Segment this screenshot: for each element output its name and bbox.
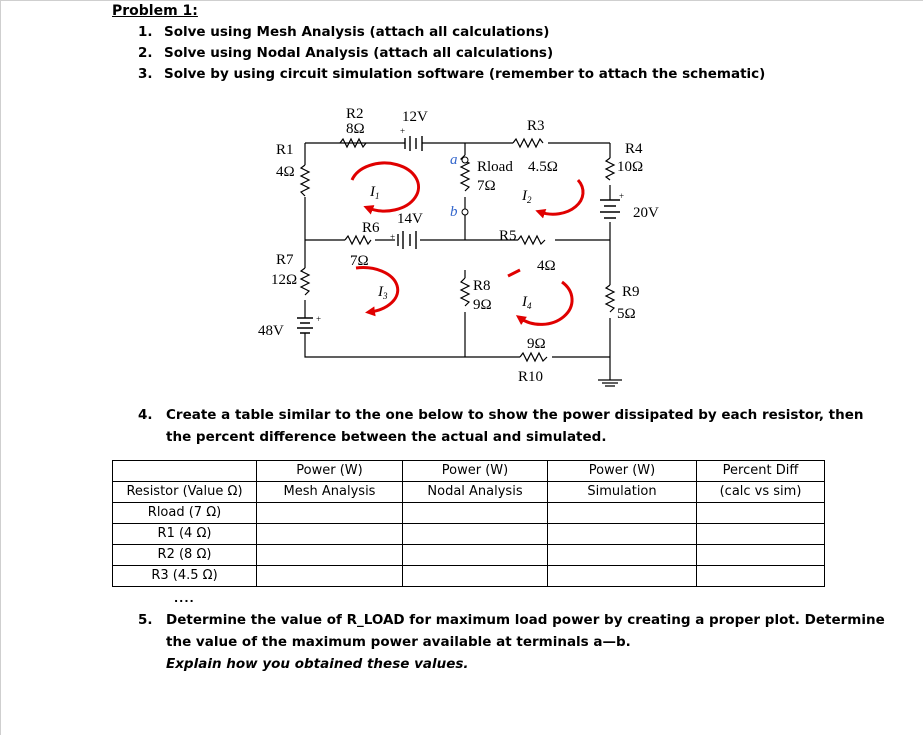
label-i3: $I_3$ xyxy=(378,284,388,301)
label-r8: R8 xyxy=(473,278,491,294)
label-r6-value: 7Ω xyxy=(350,253,369,269)
table-cell: Power (W) xyxy=(548,461,697,482)
label-r1: R1 xyxy=(276,142,294,158)
label-rload: Rload xyxy=(477,159,513,175)
resistor-r5 xyxy=(518,236,545,244)
label-r7: R7 xyxy=(276,252,294,268)
label-r6: R6 xyxy=(362,220,380,236)
resistor-r10 xyxy=(520,353,547,361)
table-row xyxy=(113,545,825,566)
label-r2-value: 8Ω xyxy=(346,121,365,137)
table-header-row xyxy=(113,461,825,482)
label-node-b: b xyxy=(450,204,458,220)
resistor-r8 xyxy=(461,278,469,306)
label-i4: $I_4$ xyxy=(522,294,532,311)
step-number: 4. xyxy=(138,407,153,423)
label-r2: R2 xyxy=(346,106,364,122)
step-number: 3. xyxy=(138,66,153,82)
label-48v: 48V xyxy=(258,323,284,339)
label-r5-value: 4Ω xyxy=(537,258,556,274)
table-row xyxy=(113,503,825,524)
table-row xyxy=(113,524,825,545)
plus-48v: + xyxy=(316,314,322,324)
table-cell: (calc vs sim) xyxy=(697,482,825,503)
step-text: Solve by using circuit simulation software (remember to attach the schematic) xyxy=(164,66,766,82)
problem-title: Problem 1: xyxy=(112,3,198,19)
step-text: Solve using Nodal Analysis (attach all calculations) xyxy=(164,45,554,61)
resistor-r9 xyxy=(606,285,614,312)
table-cell: Power (W) xyxy=(257,461,403,482)
step-number: 1. xyxy=(138,24,153,40)
label-i2: $I_2$ xyxy=(522,188,532,205)
step-5 xyxy=(138,609,885,675)
resistors xyxy=(301,139,614,361)
mesh-arrow-i1 xyxy=(352,163,419,211)
step-number: 5. xyxy=(138,612,153,628)
resistor-r6 xyxy=(345,236,371,244)
table-cell: Percent Diff xyxy=(697,461,825,482)
label-14v: 14V xyxy=(397,211,423,227)
table-cell: R1 (4 Ω) xyxy=(113,524,257,545)
table-cell: Power (W) xyxy=(403,461,548,482)
circuit-wires xyxy=(297,136,625,386)
label-r5: R5 xyxy=(499,228,517,244)
table-cell: R3 (4.5 Ω) xyxy=(113,566,257,587)
table-cell: Resistor (Value Ω) xyxy=(113,482,257,503)
table-cell: Rload (7 Ω) xyxy=(113,503,257,524)
step-text: the value of the maximum power available at terminals a—b. xyxy=(166,634,631,650)
step-4 xyxy=(138,404,864,448)
table-cell xyxy=(113,461,257,482)
table-cell: Mesh Analysis xyxy=(257,482,403,503)
terminal-a xyxy=(462,157,468,163)
label-r9-value: 5Ω xyxy=(617,306,636,322)
label-r10-value: 9Ω xyxy=(527,336,546,352)
mesh-arrow-i2 xyxy=(540,180,583,214)
terminal-b xyxy=(462,209,468,215)
table-row xyxy=(113,566,825,587)
label-r10: R10 xyxy=(518,369,544,385)
label-r7-value: 12Ω xyxy=(271,272,298,288)
mesh-dash-i4 xyxy=(508,270,520,276)
step-text: Explain how you obtained these values. xyxy=(166,656,469,672)
plus-20v: + xyxy=(619,191,625,201)
table-header-row xyxy=(113,482,825,503)
label-r1-value: 4Ω xyxy=(276,164,295,180)
label-i1: $I_1$ xyxy=(370,184,380,201)
table-cell: Simulation xyxy=(548,482,697,503)
label-rload-value: 4.5Ω xyxy=(528,159,558,175)
step-text: Determine the value of R_LOAD for maximum load power by creating a proper plot. Determine xyxy=(166,612,885,628)
resistor-r3 xyxy=(513,139,543,147)
ellipsis: .... xyxy=(174,592,195,605)
table-cell: R2 (8 Ω) xyxy=(113,545,257,566)
resistor-r7 xyxy=(301,268,309,295)
label-r9: R9 xyxy=(622,284,640,300)
plus-12v: + xyxy=(400,126,406,136)
step-text: Solve using Mesh Analysis (attach all calculations) xyxy=(164,24,550,40)
power-table xyxy=(112,460,825,587)
table-cell: Nodal Analysis xyxy=(403,482,548,503)
step-text: Create a table similar to the one below to show the power dissipated by each resistor, then xyxy=(166,407,864,423)
label-r4-value: 10Ω xyxy=(617,159,644,175)
step-text: the percent difference between the actual and simulated. xyxy=(166,429,607,445)
label-rload-ohm: 7Ω xyxy=(477,178,496,194)
label-r8-value: 9Ω xyxy=(473,297,492,313)
mesh-arrow-i3 xyxy=(356,268,398,312)
resistor-r4 xyxy=(606,158,614,180)
step-number: 2. xyxy=(138,45,153,61)
label-r3: R3 xyxy=(527,118,545,134)
resistor-r1 xyxy=(301,165,309,196)
label-20v: 20V xyxy=(633,205,659,221)
label-r4: R4 xyxy=(625,141,643,157)
label-12v: 12V xyxy=(402,109,428,125)
plus-14v: + xyxy=(390,232,396,242)
label-node-a: a xyxy=(450,152,458,168)
